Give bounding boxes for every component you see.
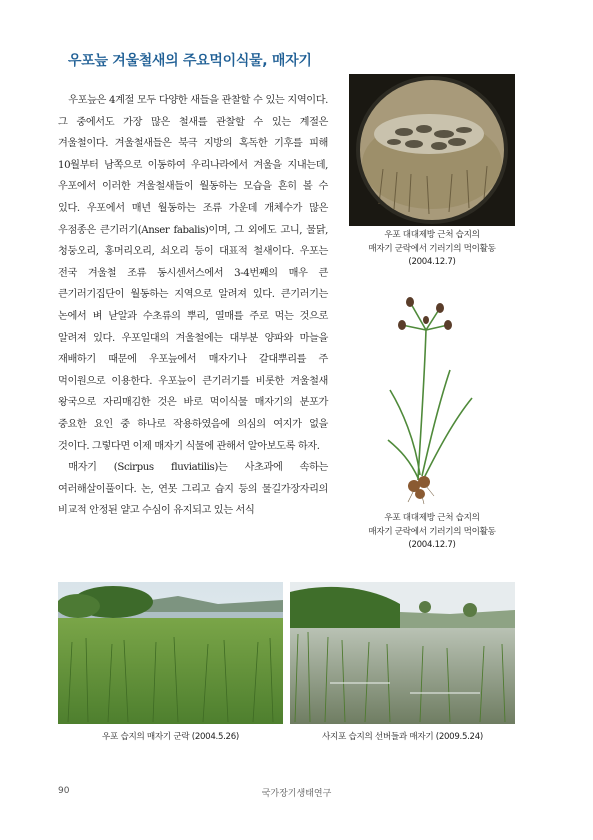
page-number: 90 (58, 786, 70, 796)
photo-willow-scirpus (290, 582, 515, 724)
caption-photo3: 우포 습지의 매자기 군락 (2004.5.26) (102, 732, 239, 742)
photo-scirpus-plant (380, 290, 495, 505)
caption-photo1: 우포 대대제방 근처 습지의 매자기 군락에서 기러기의 먹이활동 (2004.12.7) (368, 230, 496, 267)
photo-geese-scope (349, 74, 515, 226)
running-footer: 국가장기생태연구 (261, 789, 332, 799)
paragraph-1: 우포늪은 4계절 모두 다양한 새들을 관찰할 수 있는 지역이다. 그 중에서도 가장 많은 철새를 관찰할 수 있는 계절은 겨울철이다. 겨울철새들은 북극 지방의 혹독한 기후를 피해 10월부터 남쪽으로 이동하여 우리나라에서 겨울을 지내는데, 우포에서 이러한 겨울철새들이 월동하는 모습을 흔히 볼 수 있다. 우포에서 매년 월동하는 조류 가운데 개체수가 많은 우점종은 큰기러기(Anser fabalis)이며, 그 외에도 고니, 물닭, 청둥오리, 홍머리오리, 쇠오리 등이 대표적 철새이다. 우포는 전국 겨울철 조류 동시센서스에서 3-4번째의 매우 큰 큰기러기집단이 월동하는 지역으로 알려져 있다. 큰기러기는 논에서 벼 낟알과 수초류의 뿌리, 열매를 주로 먹는 것으로 알려져 있다. 우포일대의 겨울철에는 대부분 양파와 마늘을 재배하기 때문에 우포늪에서 매자기나 갈대뿌리를 주 먹이원으로 이용한다. 우포늪이 큰기러기를 비롯한 겨울철새 왕국으로 자리매김한 것은 바로 먹이식물 매자기의 분포가 중요한 요인 중 하나로 작용하였음에 의심의 여지가 없을 것이다. 그렇다면 이제 매자기 식물에 관해서 알아보도록 하자. (58, 95, 328, 452)
paragraph-2: 매자기 (Scirpus fluviatilis)는 사초과에 속하는 여러해살이풀이다. 논, 연못 그리고 습지 등의 물길가장자리의 비교적 안정된 얕고 수심이 유지되고 있는 서식 (58, 462, 328, 517)
page-title: 우포늪 겨울철새의 주요먹이식물, 매자기 (68, 53, 312, 69)
photo-wetland-colony (58, 582, 283, 724)
caption-photo2: 우포 대대제방 근처 습지의 매자기 군락에서 기러기의 먹이활동 (2004.12.7) (368, 513, 496, 550)
caption-photo4: 사지포 습지의 선버들과 매자기 (2009.5.24) (322, 732, 483, 742)
body-text (58, 90, 328, 522)
